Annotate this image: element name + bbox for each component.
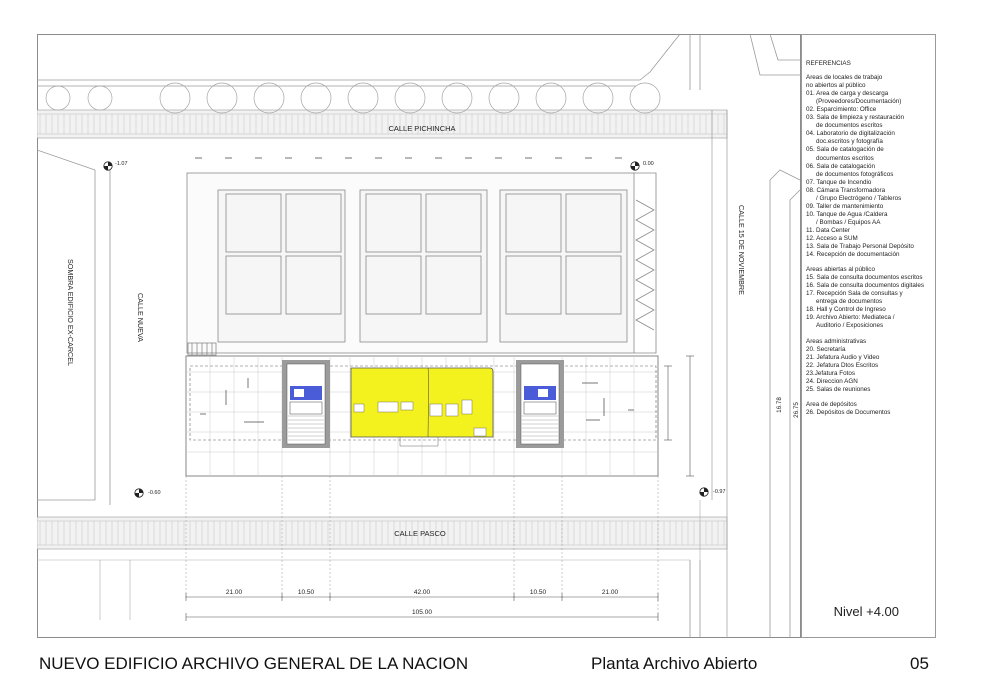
dim-total: 105.00 (412, 609, 432, 616)
reference-item: 17. Recepción Sala de consultas y (806, 290, 903, 298)
sheet-title: NUEVO EDIFICIO ARCHIVO GENERAL DE LA NACION (39, 654, 469, 673)
sheet-subtitle: Planta Archivo Abierto (591, 654, 758, 673)
dim-segment-2: 10.50 (297, 589, 315, 596)
north-sidewalk (37, 110, 727, 138)
reference-item: (Proveedores/Documentación) (816, 98, 902, 106)
shadow-label: SOMBRA EDIFICIO EX-CARCEL (66, 259, 75, 367)
dim-segment-5: 21.00 (601, 589, 619, 596)
reference-item: 05. Sala de catalogación de (806, 146, 884, 154)
reference-item: 23.Jefatura Fotos (806, 369, 856, 377)
reference-spacer (806, 394, 935, 401)
reference-item: doc.escritos y fotografía (816, 138, 883, 146)
reference-item: 14. Recepción de documentación (806, 251, 900, 259)
reference-item: 01. Area de carga y descarga (806, 90, 889, 98)
reference-item: Auditorio / Exposiciones (816, 322, 884, 330)
dim-segment-1: 21.00 (225, 589, 243, 596)
street-label-south: CALLE PASCO (394, 529, 446, 538)
level-marker-sw (135, 489, 161, 497)
reference-item: 20. Secretaría (806, 345, 846, 353)
reference-item: 16. Sala de consulta documentos digitales (806, 282, 924, 290)
references-list (806, 74, 935, 417)
reference-item: 12. Acceso a SUM (806, 234, 858, 242)
reference-item: 04. Laboratorio de digitalización (806, 130, 895, 138)
level-value-sw: -0.60 (148, 490, 161, 496)
reference-item: de documentos escritos (816, 122, 883, 130)
street-label-west: CALLE NUEVA (136, 293, 145, 342)
reference-item: / Grupo Electrógeno / Tableros (816, 194, 902, 202)
floor-plan (37, 34, 801, 638)
dim-segment-3: 42.00 (413, 589, 431, 596)
reference-item: de documentos fotográficos (816, 170, 894, 178)
reference-item: 21. Jefatura Audio y Video (806, 353, 880, 361)
lower-block (187, 173, 656, 355)
level-value-nw: -1.07 (115, 161, 128, 167)
reference-item: 06. Sala de catalogación (806, 162, 875, 170)
reference-heading: Areas abiertas al público (806, 266, 875, 274)
main-building (186, 356, 658, 476)
reference-item: 22. Jefatura Dtos Escritos (806, 361, 879, 369)
street-label-north: CALLE PICHINCHA (388, 124, 456, 133)
reference-heading: Areas administrativas (806, 337, 867, 345)
reference-item: 26. Depósitos de Documentos (806, 408, 891, 416)
reference-heading: Areas de locales de trabajo (806, 74, 883, 82)
south-sidewalk (37, 517, 727, 549)
dim-depth-b: 26.75 (793, 402, 800, 418)
reference-item: 25. Salas de reuniones (806, 385, 871, 393)
reference-item: 03. Sala de limpieza y restauración (806, 114, 905, 122)
dim-segment-4: 10.50 (529, 589, 547, 596)
level-marker-se (700, 488, 726, 496)
level-value-se: -0.97 (713, 489, 726, 495)
reference-item: 13. Sala de Trabajo Personal Depósito (806, 243, 914, 251)
reference-item: 08. Cámara Transformadora (806, 186, 886, 194)
reference-item: / Bombas / Equipos AA (816, 218, 881, 226)
reference-heading: Area de depósitos (806, 400, 857, 408)
references-panel (801, 34, 936, 638)
reference-item: 15. Sala de consulta documentos escritos (806, 274, 923, 282)
reference-item: 10. Tanque de Agua /Caldera (806, 210, 888, 218)
level-label: Nivel +4.00 (833, 604, 899, 619)
reference-spacer (806, 259, 935, 266)
reference-item: 09. Taller de mantenimiento (806, 202, 884, 210)
reference-spacer (806, 331, 935, 338)
reference-item: 11. Data Center (806, 226, 850, 234)
references-title: REFERENCIAS (806, 60, 851, 67)
reference-item: 02. Esparcimiento: Office (806, 106, 877, 114)
street-label-east: CALLE 15 DE NOVIEMBRE (737, 205, 746, 295)
reference-item: entrega de documentos (816, 298, 883, 306)
reference-item: 18. Hall y Control de Ingreso (806, 306, 886, 314)
reference-item: 24. Direccion AGN (806, 377, 858, 385)
reference-item: 19. Archivo Abierto: Mediateca / (806, 314, 895, 322)
reference-item: 07. Tanque de Incendio (806, 178, 872, 186)
sheet-page-number: 05 (910, 654, 929, 673)
reference-item: documentos escritos (816, 154, 874, 162)
reference-heading: no abiertos al público (806, 82, 866, 90)
dim-depth-a: 16.78 (776, 397, 783, 413)
level-value-ne: 0.00 (643, 161, 654, 167)
